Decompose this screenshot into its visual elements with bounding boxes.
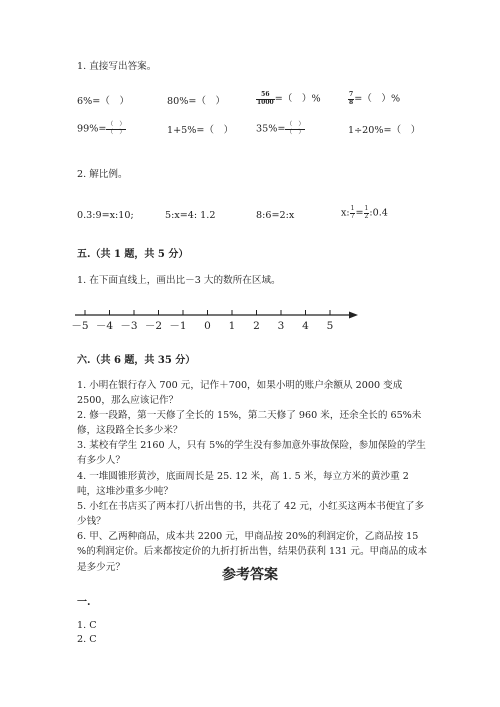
question-2-title: 2. 解比例。	[77, 169, 128, 180]
fraction: $\frac{1}{7}$	[350, 205, 355, 220]
section-5-question: 1. 在下面直线上，画出比－3 大的数所在区域。	[77, 275, 281, 286]
fraction: $\frac{( )}{( )}$	[107, 121, 126, 136]
number-line-label: －2	[144, 320, 163, 332]
calc-item-fraction: $\frac{56}{1000}$ =（ ）%	[257, 91, 321, 106]
calc-item-fraction: 99%= $\frac{( )}{( )}$	[77, 121, 126, 136]
proportion-item: 5:x=4: 1.2	[165, 210, 216, 221]
problem-3: 3. 某校有学生 2160 人，只有 5%的学生没有参加意外事故保险，参加保险的学生有多少人？	[77, 440, 426, 467]
calc-item: 80%=（ ）	[167, 96, 226, 107]
answer-item: 1. C	[77, 620, 97, 631]
number-line-label: 4	[302, 320, 309, 332]
number-line-label: －3	[120, 320, 138, 332]
calc-item: 6%=（ ）	[77, 96, 130, 107]
proportion-item: 8:6=2:x	[256, 210, 295, 221]
number-line-label: －1	[169, 320, 187, 332]
calc-item: 1+5%=（ ）	[167, 125, 234, 136]
number-line	[0, 303, 500, 343]
calc-item-fraction: $\frac{7}{8}$ =（ ）%	[349, 91, 401, 106]
number-line-label: －5	[71, 320, 89, 332]
answers-part-1: 一.	[77, 597, 91, 608]
problem-2: 2. 修一段路，第一天修了全长的 15%，第二天修了 960 米，还余全长的 65%未修，这段路全长多少米？	[77, 410, 422, 437]
number-line-label: 2	[253, 320, 260, 332]
fraction: $\frac{56}{1000}$	[257, 91, 274, 106]
problem-6: 6. 甲、乙两种商品，成本共 2200 元，甲商品按 20%的利润定价，乙商品按 15 %的利润定价。后来都按定价的九折打折出售，结果仍获利 131 元。甲商品的成本是多少元？	[77, 531, 428, 573]
number-line-label: 1	[228, 320, 236, 332]
answer-item: 2. C	[77, 634, 97, 645]
fraction: $\frac{1}{2}$	[364, 205, 369, 220]
number-line-label: 3	[277, 320, 285, 332]
number-line-label: 5	[326, 320, 334, 332]
answers-title: 参考答案	[222, 567, 278, 583]
problem-5: 5. 小红在书店买了两本打八折出售的书，共花了 42 元，小红买这两本书便宜了多少钱？	[77, 501, 425, 528]
fraction: $\frac{7}{8}$	[349, 91, 354, 106]
problem-1: 1. 小明在银行存入 700 元，记作＋700，如果小明的账户余额从 2000 变成 2500，那么应该记作？	[77, 380, 403, 407]
proportion-item: 0.3:9=x:10;	[77, 210, 134, 221]
question-1-title: 1. 直接写出答案。	[77, 61, 157, 72]
fraction: $\frac{( )}{( )}$	[286, 121, 305, 136]
calc-item-fraction: 35%= $\frac{( )}{( )}$	[256, 121, 305, 136]
section-6-heading: 六.（共 6 题，共 35 分）	[77, 355, 196, 366]
calc-item: 1÷20%=（ ）	[348, 125, 421, 136]
number-line-label: －4	[95, 320, 114, 332]
problem-4: 4. 一堆圆锥形黄沙，底面周长是 25. 12 米，高 1. 5 米，每立方米的黄沙重 2 吨，这堆沙重多少吨？	[77, 471, 409, 498]
number-line-label: 0	[204, 320, 211, 332]
proportion-item-fraction: x: $\frac{1}{7}$ = $\frac{1}{2}$ :0.4	[341, 205, 388, 220]
section-5-heading: 五.（共 1 题，共 5 分）	[77, 249, 189, 260]
